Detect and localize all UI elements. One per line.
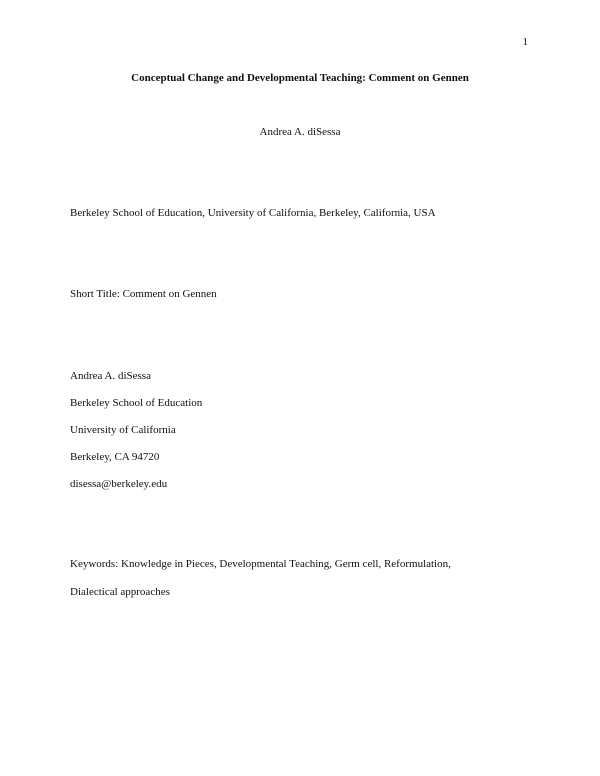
author-name: Andrea A. diSessa [259, 126, 341, 138]
short-title: Short Title: Comment on Gennen [70, 288, 217, 300]
contact-school: Berkeley School of Education [70, 397, 203, 409]
contact-university: University of California [70, 424, 176, 436]
keywords-line-2: Dialectical approaches [70, 586, 170, 598]
paper-title: Conceptual Change and Developmental Teaching: Comment on Gennen [131, 72, 469, 84]
keywords-line-1: Keywords: Knowledge in Pieces, Developmental Teaching, Germ cell, Reformulation, [70, 558, 451, 570]
contact-name: Andrea A. diSessa [70, 370, 151, 382]
contact-email: disessa@berkeley.edu [70, 478, 168, 490]
page-number: 1 [522, 36, 528, 48]
affiliation: Berkeley School of Education, University of California, Berkeley, California, USA [70, 207, 436, 219]
contact-city: Berkeley, CA 94720 [70, 451, 160, 463]
